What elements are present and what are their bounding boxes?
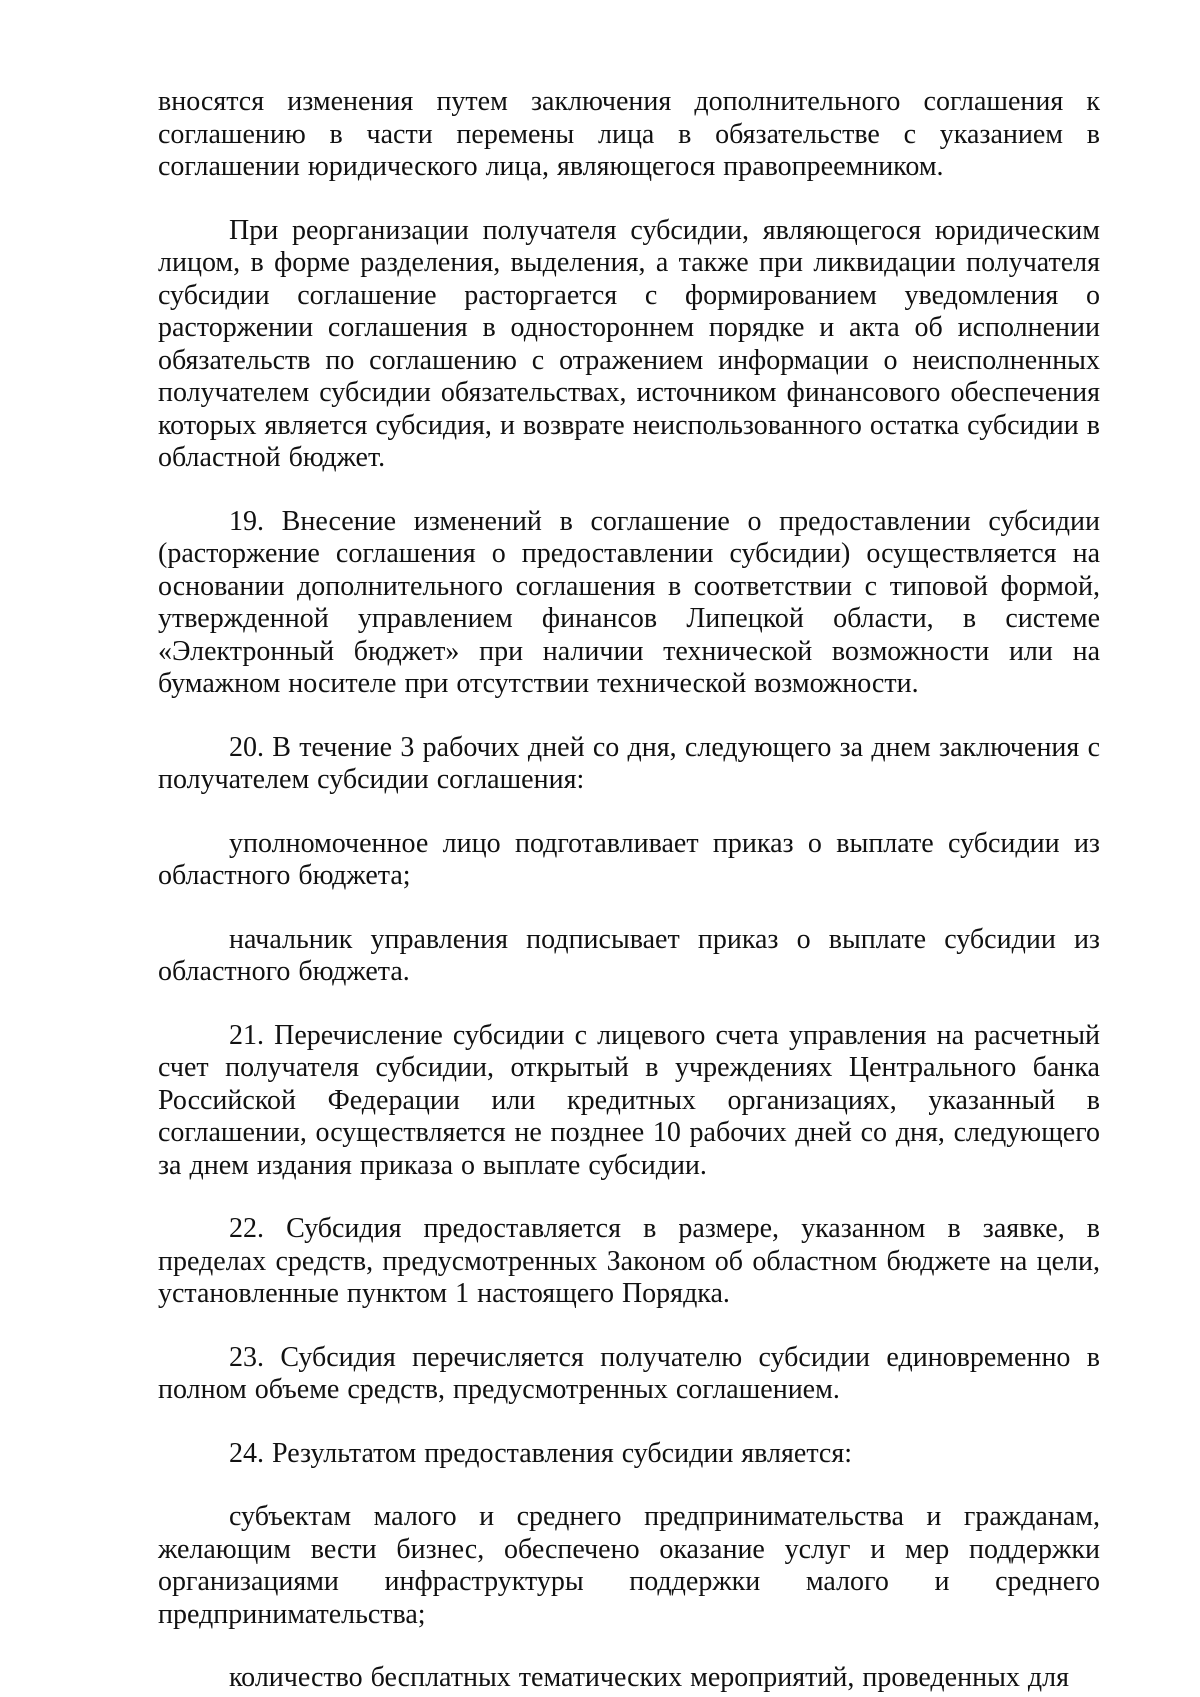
- paragraph-item-24-sub-1: субъектам малого и среднего предпринимательства и гражданам, желающим вести бизнес, обеспечено оказание услуг и мер поддержки организациями инфраструктуры поддержки малого и среднего предпринимательства;: [158, 1501, 1100, 1630]
- paragraph-item-24-sub-2: количество бесплатных тематических мероприятий, проведенных для: [229, 1662, 1069, 1693]
- paragraph-item-20-sub-1: уполномоченное лицо подготавливает приказ о выплате субсидии из областного бюджета;: [158, 827, 1100, 891]
- paragraph-item-24: 24. Результатом предоставления субсидии является:: [229, 1437, 852, 1469]
- paragraph-item-21: 21. Перечисление субсидии с лицевого счета управления на расчетный счет получателя субсидии, открытый в учреждениях Центрального банка Российской Федерации или кредитных организациях, указанный в соглашении, осуществляется не позднее 10 рабочих дней со дня, следующего за днем издания приказа о выплате субсидии.: [158, 1019, 1100, 1181]
- paragraph-continuation: вносятся изменения путем заключения дополнительного соглашения к соглашению в части перемены лица в обязательстве с указанием в соглашении юридического лица, являющегося правопреемником.: [158, 86, 1100, 182]
- paragraph-item-19: 19. Внесение изменений в соглашение о предоставлении субсидии (расторжение соглашения о предоставлении субсидии) осуществляется на основании дополнительного соглашения в соответствии с типовой формой, утвержденной управлением финансов Липецкой области, в системе «Электронный бюджет» при наличии технической возможности или на бумажном носителе при отсутствии технической возможности.: [158, 505, 1100, 699]
- paragraph-item-22: 22. Субсидия предоставляется в размере, указанном в заявке, в пределах средств, предусмотренных Законом об областном бюджете на цели, установленные пунктом 1 настоящего Порядка.: [158, 1213, 1100, 1309]
- paragraph-reorganization: При реорганизации получателя субсидии, являющегося юридическим лицом, в форме разделения, выделения, а также при ликвидации получателя субсидии соглашение расторгается с формированием уведомления о расторжении соглашения в одностороннем порядке и акта об исполнении обязательств по соглашению с отражением информации о неисполненных получателем субсидии обязательствах, источником финансового обеспечения которых является субсидия, и возврате неиспользованного остатка субсидии в областной бюджет.: [158, 214, 1100, 473]
- paragraph-item-20: 20. В течение 3 рабочих дней со дня, следующего за днем заключения с получателем субсидии соглашения:: [158, 731, 1100, 795]
- paragraph-item-20-sub-2: начальник управления подписывает приказ о выплате субсидии из областного бюджета.: [158, 923, 1100, 987]
- paragraph-item-23: 23. Субсидия перечисляется получателю субсидии единовременно в полном объеме средств, предусмотренных соглашением.: [158, 1341, 1100, 1405]
